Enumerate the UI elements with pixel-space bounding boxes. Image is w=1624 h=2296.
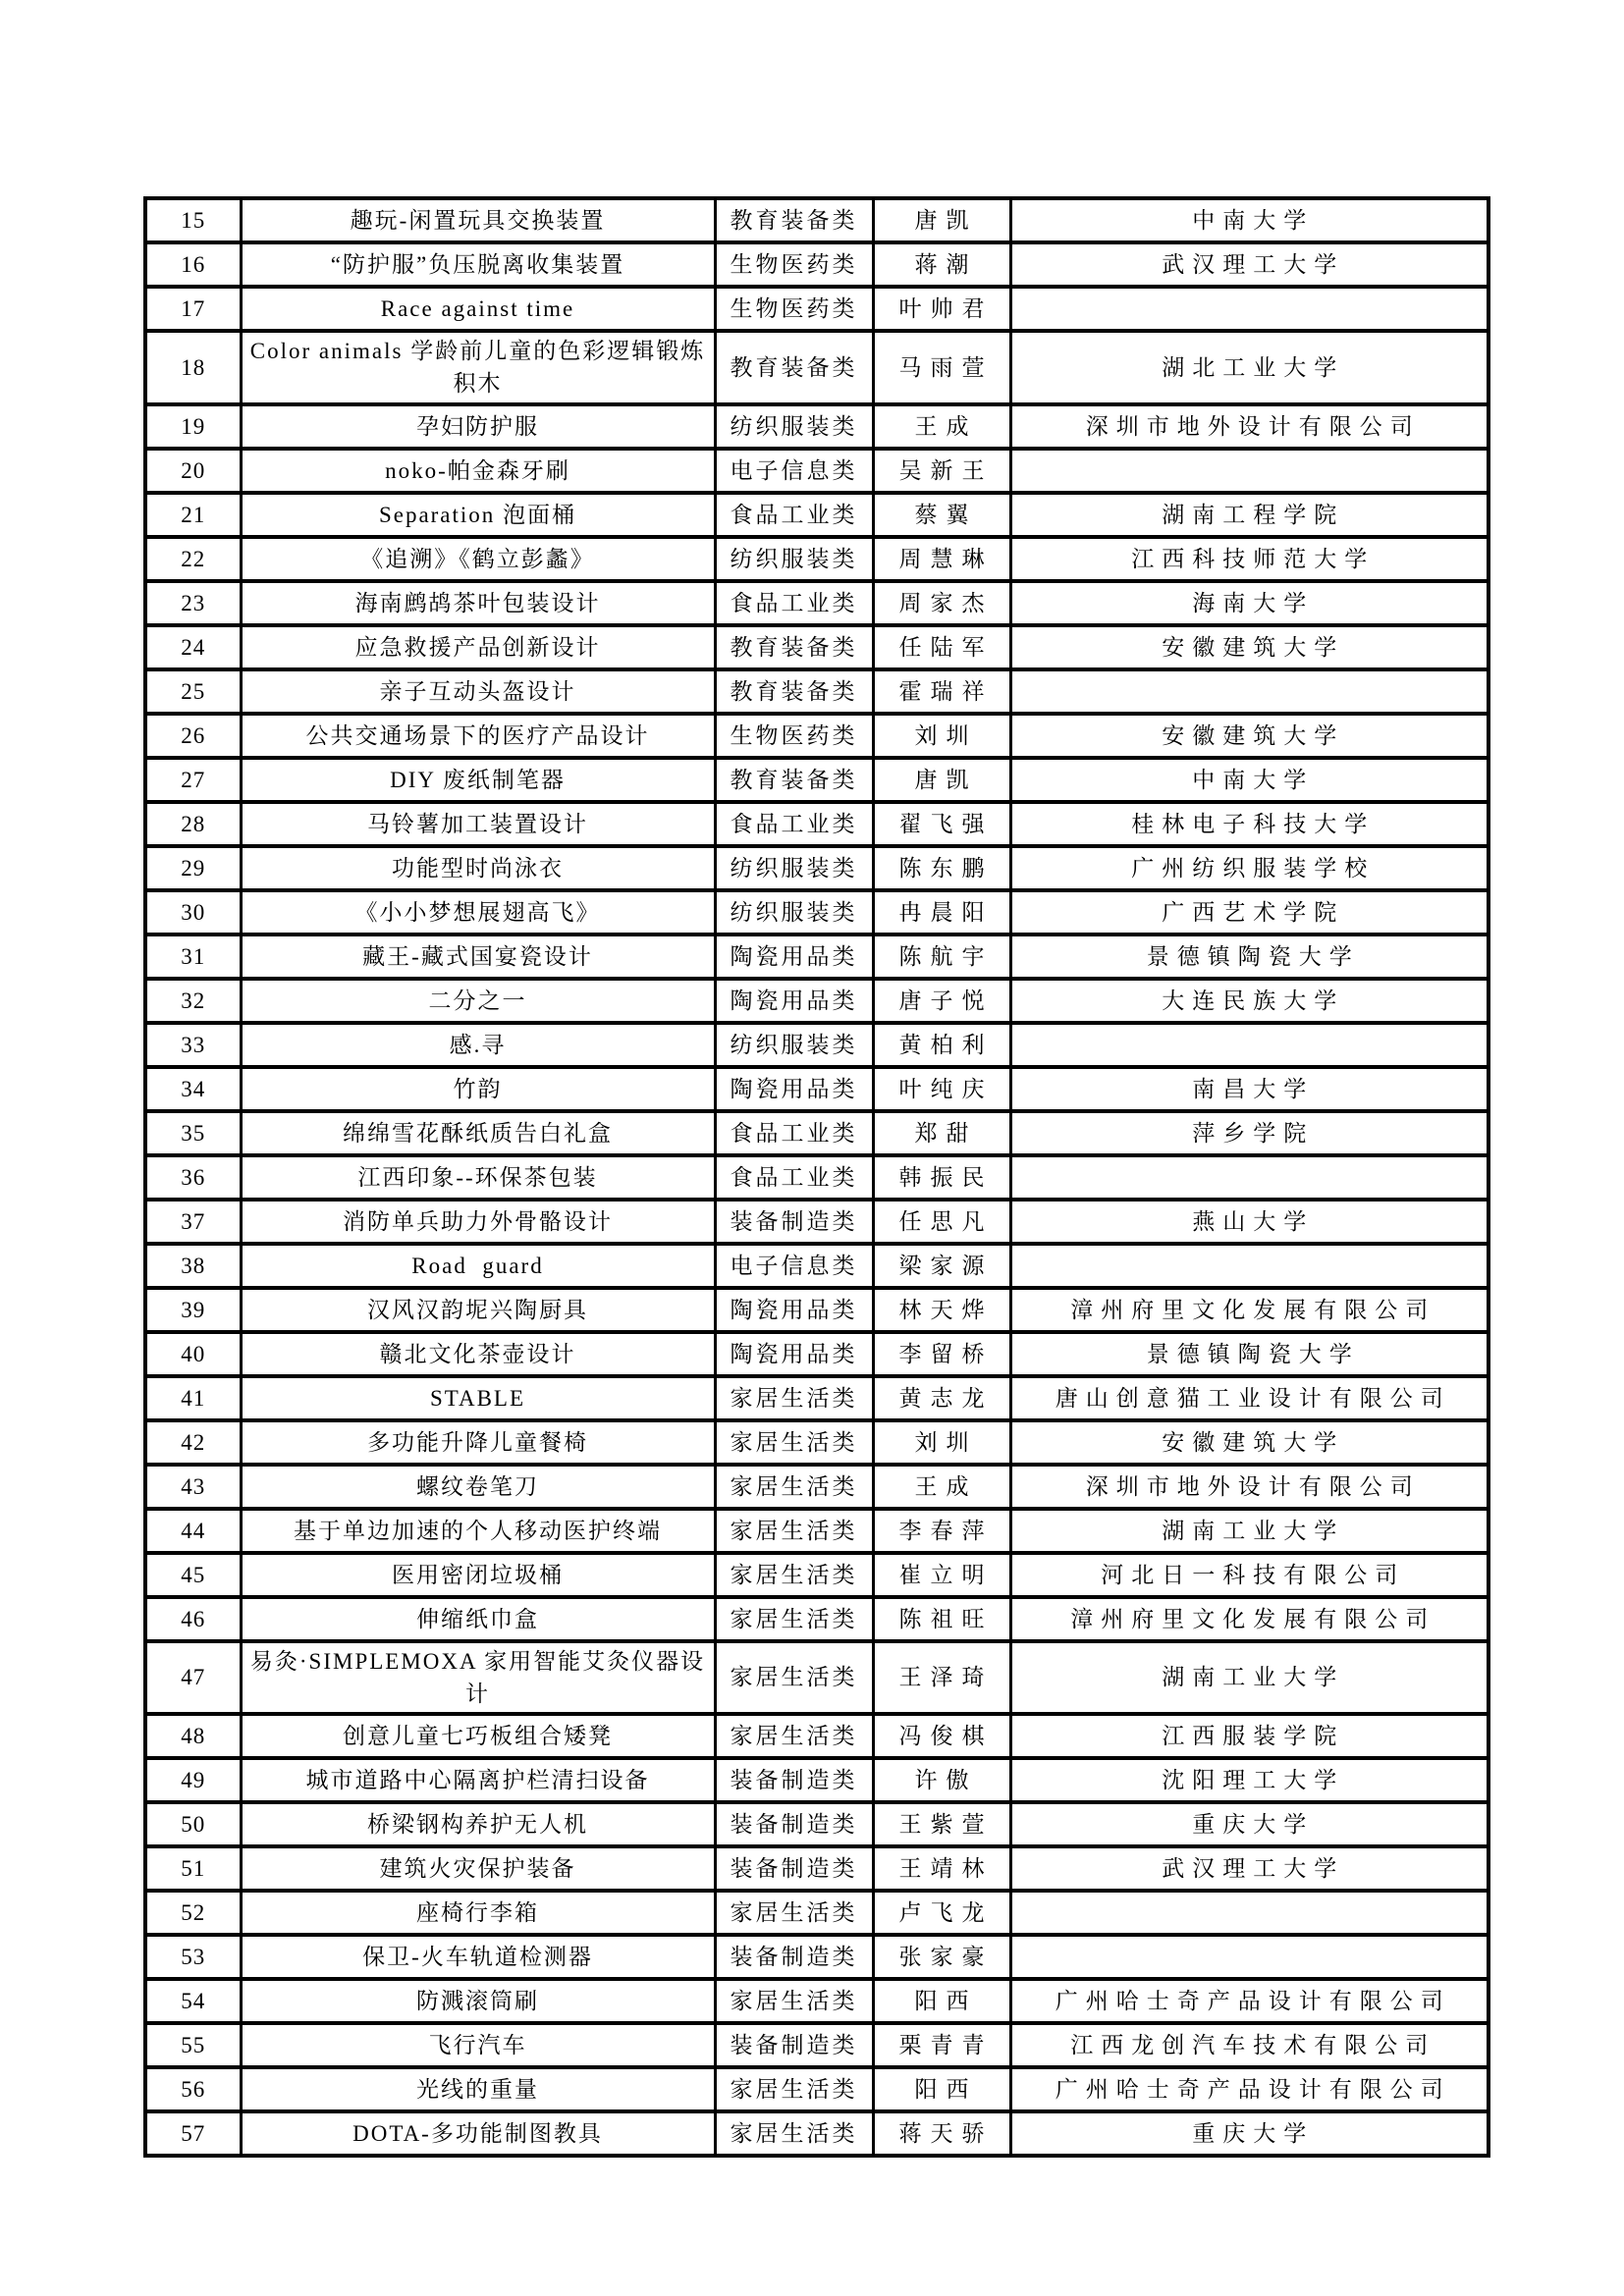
cell-title: DOTA-多功能制图教具 [241,2111,715,2156]
table-row [145,493,1489,537]
cell-org: 江西龙创汽车技术有限公司 [1010,2023,1489,2067]
cell-org: 广州哈士奇产品设计有限公司 [1010,1979,1489,2023]
cell-name: 霍瑞祥 [873,669,1010,714]
cell-category: 纺织服装类 [715,404,873,449]
cell-category: 装备制造类 [715,2023,873,2067]
cell-org: 萍乡学院 [1010,1111,1489,1155]
cell-name: 王成 [873,1465,1010,1509]
cell-org: 中南大学 [1010,758,1489,802]
cell-org: 河北日一科技有限公司 [1010,1553,1489,1597]
cell-name: 任思凡 [873,1200,1010,1244]
cell-title: Race against time [241,287,715,331]
cell-category: 食品工业类 [715,1111,873,1155]
cell-name: 叶帅君 [873,287,1010,331]
cell-org: 湖南工程学院 [1010,493,1489,537]
cell-no: 42 [145,1420,241,1465]
cell-no: 52 [145,1891,241,1935]
table-row [145,1288,1489,1332]
cell-org: 武汉理工大学 [1010,242,1489,287]
cell-title: 易灸·SIMPLEMOXA 家用智能艾灸仪器设计 [241,1641,715,1715]
table-row [145,2023,1489,2067]
cell-title: 赣北文化茶壶设计 [241,1332,715,1376]
cell-no: 23 [145,581,241,625]
cell-org: 桂林电子科技大学 [1010,802,1489,846]
cell-no: 16 [145,242,241,287]
cell-org [1010,1155,1489,1200]
cell-name: 林天烨 [873,1288,1010,1332]
cell-org [1010,1244,1489,1288]
cell-name: 卢飞龙 [873,1891,1010,1935]
cell-name: 陈航宇 [873,934,1010,979]
cell-name: 冉晨阳 [873,890,1010,934]
cell-no: 29 [145,846,241,890]
cell-title: “防护服”负压脱离收集装置 [241,242,715,287]
cell-org: 安徽建筑大学 [1010,1420,1489,1465]
cell-org: 南昌大学 [1010,1067,1489,1111]
cell-category: 家居生活类 [715,1979,873,2023]
cell-title: 医用密闭垃圾桶 [241,1553,715,1597]
cell-no: 51 [145,1846,241,1891]
table-row [145,449,1489,493]
cell-category: 装备制造类 [715,1846,873,1891]
cell-category: 食品工业类 [715,1155,873,1200]
cell-no: 17 [145,287,241,331]
cell-title: STABLE [241,1376,715,1420]
cell-org [1010,1891,1489,1935]
cell-category: 装备制造类 [715,1758,873,1802]
cell-org: 广州哈士奇产品设计有限公司 [1010,2067,1489,2111]
cell-name: 李留桥 [873,1332,1010,1376]
cell-no: 18 [145,331,241,404]
table-row [145,846,1489,890]
cell-org [1010,287,1489,331]
cell-title: 基于单边加速的个人移动医护终端 [241,1509,715,1553]
cell-name: 叶纯庆 [873,1067,1010,1111]
cell-title: 汉风汉韵坭兴陶厨具 [241,1288,715,1332]
cell-title: 海南鹧鸪茶叶包装设计 [241,581,715,625]
table-row [145,1979,1489,2023]
cell-no: 47 [145,1641,241,1715]
cell-category: 教育装备类 [715,625,873,669]
cell-category: 纺织服装类 [715,1023,873,1067]
cell-title: 公共交通场景下的医疗产品设计 [241,714,715,758]
cell-category: 电子信息类 [715,449,873,493]
cell-name: 蔡翼 [873,493,1010,537]
cell-no: 35 [145,1111,241,1155]
cell-no: 56 [145,2067,241,2111]
cell-org [1010,669,1489,714]
cell-org: 景德镇陶瓷大学 [1010,1332,1489,1376]
cell-org [1010,1023,1489,1067]
cell-org: 江西服装学院 [1010,1714,1489,1758]
cell-org: 广西艺术学院 [1010,890,1489,934]
cell-title: 光线的重量 [241,2067,715,2111]
cell-name: 黄柏利 [873,1023,1010,1067]
cell-title: 感.寻 [241,1023,715,1067]
cell-title: 消防单兵助力外骨骼设计 [241,1200,715,1244]
cell-no: 37 [145,1200,241,1244]
cell-org: 景德镇陶瓷大学 [1010,934,1489,979]
cell-category: 家居生活类 [715,1420,873,1465]
cell-no: 49 [145,1758,241,1802]
cell-no: 39 [145,1288,241,1332]
cell-name: 吴新王 [873,449,1010,493]
table-row [145,198,1489,242]
cell-name: 阳西 [873,2067,1010,2111]
cell-name: 唐子悦 [873,979,1010,1023]
cell-category: 陶瓷用品类 [715,934,873,979]
cell-title: 建筑火灾保护装备 [241,1846,715,1891]
cell-org: 重庆大学 [1010,2111,1489,2156]
table-row [145,1465,1489,1509]
cell-org: 深圳市地外设计有限公司 [1010,1465,1489,1509]
cell-no: 27 [145,758,241,802]
cell-no: 46 [145,1597,241,1641]
cell-name: 刘圳 [873,1420,1010,1465]
cell-org: 武汉理工大学 [1010,1846,1489,1891]
table-row [145,1420,1489,1465]
table-row [145,1155,1489,1200]
cell-category: 教育装备类 [715,331,873,404]
cell-no: 20 [145,449,241,493]
cell-title: 防溅滚筒刷 [241,1979,715,2023]
table-row [145,758,1489,802]
cell-name: 王成 [873,404,1010,449]
cell-name: 冯俊棋 [873,1714,1010,1758]
cell-no: 40 [145,1332,241,1376]
table-row [145,1891,1489,1935]
cell-title: 《追溯》《鹤立彭蠡》 [241,537,715,581]
cell-category: 家居生活类 [715,1641,873,1715]
cell-no: 50 [145,1802,241,1846]
cell-name: 郑甜 [873,1111,1010,1155]
cell-org: 安徽建筑大学 [1010,714,1489,758]
cell-title: 孕妇防护服 [241,404,715,449]
cell-org [1010,449,1489,493]
cell-no: 54 [145,1979,241,2023]
cell-no: 43 [145,1465,241,1509]
awards-table [143,196,1490,2158]
cell-title: 亲子互动头盔设计 [241,669,715,714]
cell-org: 江西科技师范大学 [1010,537,1489,581]
table-row [145,1714,1489,1758]
cell-name: 唐凯 [873,198,1010,242]
cell-title: DIY 废纸制笔器 [241,758,715,802]
cell-category: 家居生活类 [715,2111,873,2156]
cell-no: 22 [145,537,241,581]
table-row [145,1846,1489,1891]
cell-category: 纺织服装类 [715,890,873,934]
table-row [145,1802,1489,1846]
cell-title: 趣玩-闲置玩具交换装置 [241,198,715,242]
cell-category: 教育装备类 [715,198,873,242]
cell-org: 湖南工业大学 [1010,1641,1489,1715]
cell-category: 教育装备类 [715,669,873,714]
cell-category: 家居生活类 [715,1509,873,1553]
cell-org: 沈阳理工大学 [1010,1758,1489,1802]
cell-name: 陈东鹏 [873,846,1010,890]
table-row [145,1111,1489,1155]
cell-name: 蒋潮 [873,242,1010,287]
cell-category: 装备制造类 [715,1200,873,1244]
cell-title: 马铃薯加工装置设计 [241,802,715,846]
cell-category: 装备制造类 [715,1802,873,1846]
cell-org: 湖北工业大学 [1010,331,1489,404]
cell-category: 生物医药类 [715,714,873,758]
cell-no: 38 [145,1244,241,1288]
table-row [145,1597,1489,1641]
awards-table-body [145,198,1489,2156]
cell-category: 家居生活类 [715,1465,873,1509]
table-row [145,537,1489,581]
cell-name: 马雨萱 [873,331,1010,404]
cell-org: 深圳市地外设计有限公司 [1010,404,1489,449]
cell-category: 食品工业类 [715,581,873,625]
table-row [145,1758,1489,1802]
cell-org [1010,1935,1489,1979]
cell-category: 装备制造类 [715,1935,873,1979]
cell-title: 竹韵 [241,1067,715,1111]
cell-no: 41 [145,1376,241,1420]
cell-org: 湖南工业大学 [1010,1509,1489,1553]
cell-no: 32 [145,979,241,1023]
table-row [145,714,1489,758]
table-row [145,979,1489,1023]
cell-name: 黄志龙 [873,1376,1010,1420]
cell-org: 中南大学 [1010,198,1489,242]
cell-category: 食品工业类 [715,493,873,537]
cell-name: 韩振民 [873,1155,1010,1200]
cell-category: 陶瓷用品类 [715,1332,873,1376]
cell-no: 34 [145,1067,241,1111]
cell-title: 螺纹卷笔刀 [241,1465,715,1509]
table-row [145,404,1489,449]
cell-title: Color animals 学龄前儿童的色彩逻辑锻炼积木 [241,331,715,404]
cell-category: 家居生活类 [715,1891,873,1935]
table-row [145,669,1489,714]
cell-title: 二分之一 [241,979,715,1023]
cell-no: 57 [145,2111,241,2156]
cell-category: 家居生活类 [715,1553,873,1597]
table-row [145,934,1489,979]
cell-title: 《小小梦想展翅高飞》 [241,890,715,934]
cell-no: 30 [145,890,241,934]
cell-no: 21 [145,493,241,537]
cell-no: 19 [145,404,241,449]
cell-no: 36 [145,1155,241,1200]
cell-title: Separation 泡面桶 [241,493,715,537]
cell-org: 重庆大学 [1010,1802,1489,1846]
cell-name: 阳西 [873,1979,1010,2023]
cell-no: 55 [145,2023,241,2067]
cell-no: 15 [145,198,241,242]
cell-no: 48 [145,1714,241,1758]
table-row [145,2111,1489,2156]
table-row [145,581,1489,625]
cell-title: 座椅行李箱 [241,1891,715,1935]
cell-title: 绵绵雪花酥纸质告白礼盒 [241,1111,715,1155]
cell-title: noko-帕金森牙刷 [241,449,715,493]
cell-title: 江西印象--环保茶包装 [241,1155,715,1200]
table-row [145,1935,1489,1979]
table-row [145,1023,1489,1067]
cell-name: 梁家源 [873,1244,1010,1288]
cell-org: 广州纺织服装学校 [1010,846,1489,890]
cell-category: 电子信息类 [715,1244,873,1288]
table-row [145,1244,1489,1288]
cell-category: 家居生活类 [715,1376,873,1420]
cell-no: 45 [145,1553,241,1597]
cell-category: 陶瓷用品类 [715,1288,873,1332]
cell-title: 应急救援产品创新设计 [241,625,715,669]
cell-name: 王靖林 [873,1846,1010,1891]
cell-name: 陈祖旺 [873,1597,1010,1641]
cell-name: 王泽琦 [873,1641,1010,1715]
cell-title: 保卫-火车轨道检测器 [241,1935,715,1979]
table-row [145,802,1489,846]
table-row [145,1641,1489,1715]
table-row [145,1332,1489,1376]
cell-org: 唐山创意猫工业设计有限公司 [1010,1376,1489,1420]
cell-title: 创意儿童七巧板组合矮凳 [241,1714,715,1758]
cell-category: 家居生活类 [715,1714,873,1758]
cell-org: 安徽建筑大学 [1010,625,1489,669]
table-row [145,1200,1489,1244]
table-row [145,287,1489,331]
cell-name: 周家杰 [873,581,1010,625]
cell-name: 周慧琳 [873,537,1010,581]
cell-category: 生物医药类 [715,242,873,287]
cell-category: 家居生活类 [715,1597,873,1641]
cell-org: 燕山大学 [1010,1200,1489,1244]
cell-name: 唐凯 [873,758,1010,802]
cell-category: 生物医药类 [715,287,873,331]
table-row [145,1553,1489,1597]
cell-title: Road guard [241,1244,715,1288]
cell-org: 漳州府里文化发展有限公司 [1010,1597,1489,1641]
cell-org: 漳州府里文化发展有限公司 [1010,1288,1489,1332]
cell-no: 24 [145,625,241,669]
table-row [145,1067,1489,1111]
cell-name: 张家豪 [873,1935,1010,1979]
cell-name: 任陆军 [873,625,1010,669]
cell-category: 食品工业类 [715,802,873,846]
cell-no: 31 [145,934,241,979]
cell-name: 刘圳 [873,714,1010,758]
cell-name: 崔立明 [873,1553,1010,1597]
cell-category: 陶瓷用品类 [715,1067,873,1111]
table-row [145,331,1489,404]
table-row [145,890,1489,934]
cell-name: 李春萍 [873,1509,1010,1553]
cell-no: 28 [145,802,241,846]
cell-category: 陶瓷用品类 [715,979,873,1023]
cell-category: 家居生活类 [715,2067,873,2111]
cell-name: 栗青青 [873,2023,1010,2067]
cell-category: 教育装备类 [715,758,873,802]
cell-title: 飞行汽车 [241,2023,715,2067]
table-row [145,2067,1489,2111]
cell-title: 多功能升降儿童餐椅 [241,1420,715,1465]
cell-category: 纺织服装类 [715,537,873,581]
table-row [145,625,1489,669]
cell-no: 53 [145,1935,241,1979]
cell-title: 桥梁钢构养护无人机 [241,1802,715,1846]
table-row [145,242,1489,287]
cell-name: 蒋天骄 [873,2111,1010,2156]
cell-title: 城市道路中心隔离护栏清扫设备 [241,1758,715,1802]
cell-org: 大连民族大学 [1010,979,1489,1023]
cell-name: 翟飞强 [873,802,1010,846]
cell-category: 纺织服装类 [715,846,873,890]
cell-title: 藏王-藏式国宴瓷设计 [241,934,715,979]
table-row [145,1376,1489,1420]
cell-name: 王紫萱 [873,1802,1010,1846]
cell-title: 功能型时尚泳衣 [241,846,715,890]
cell-org: 海南大学 [1010,581,1489,625]
cell-title: 伸缩纸巾盒 [241,1597,715,1641]
table-row [145,1509,1489,1553]
cell-no: 44 [145,1509,241,1553]
cell-name: 许傲 [873,1758,1010,1802]
cell-no: 25 [145,669,241,714]
cell-no: 26 [145,714,241,758]
cell-no: 33 [145,1023,241,1067]
